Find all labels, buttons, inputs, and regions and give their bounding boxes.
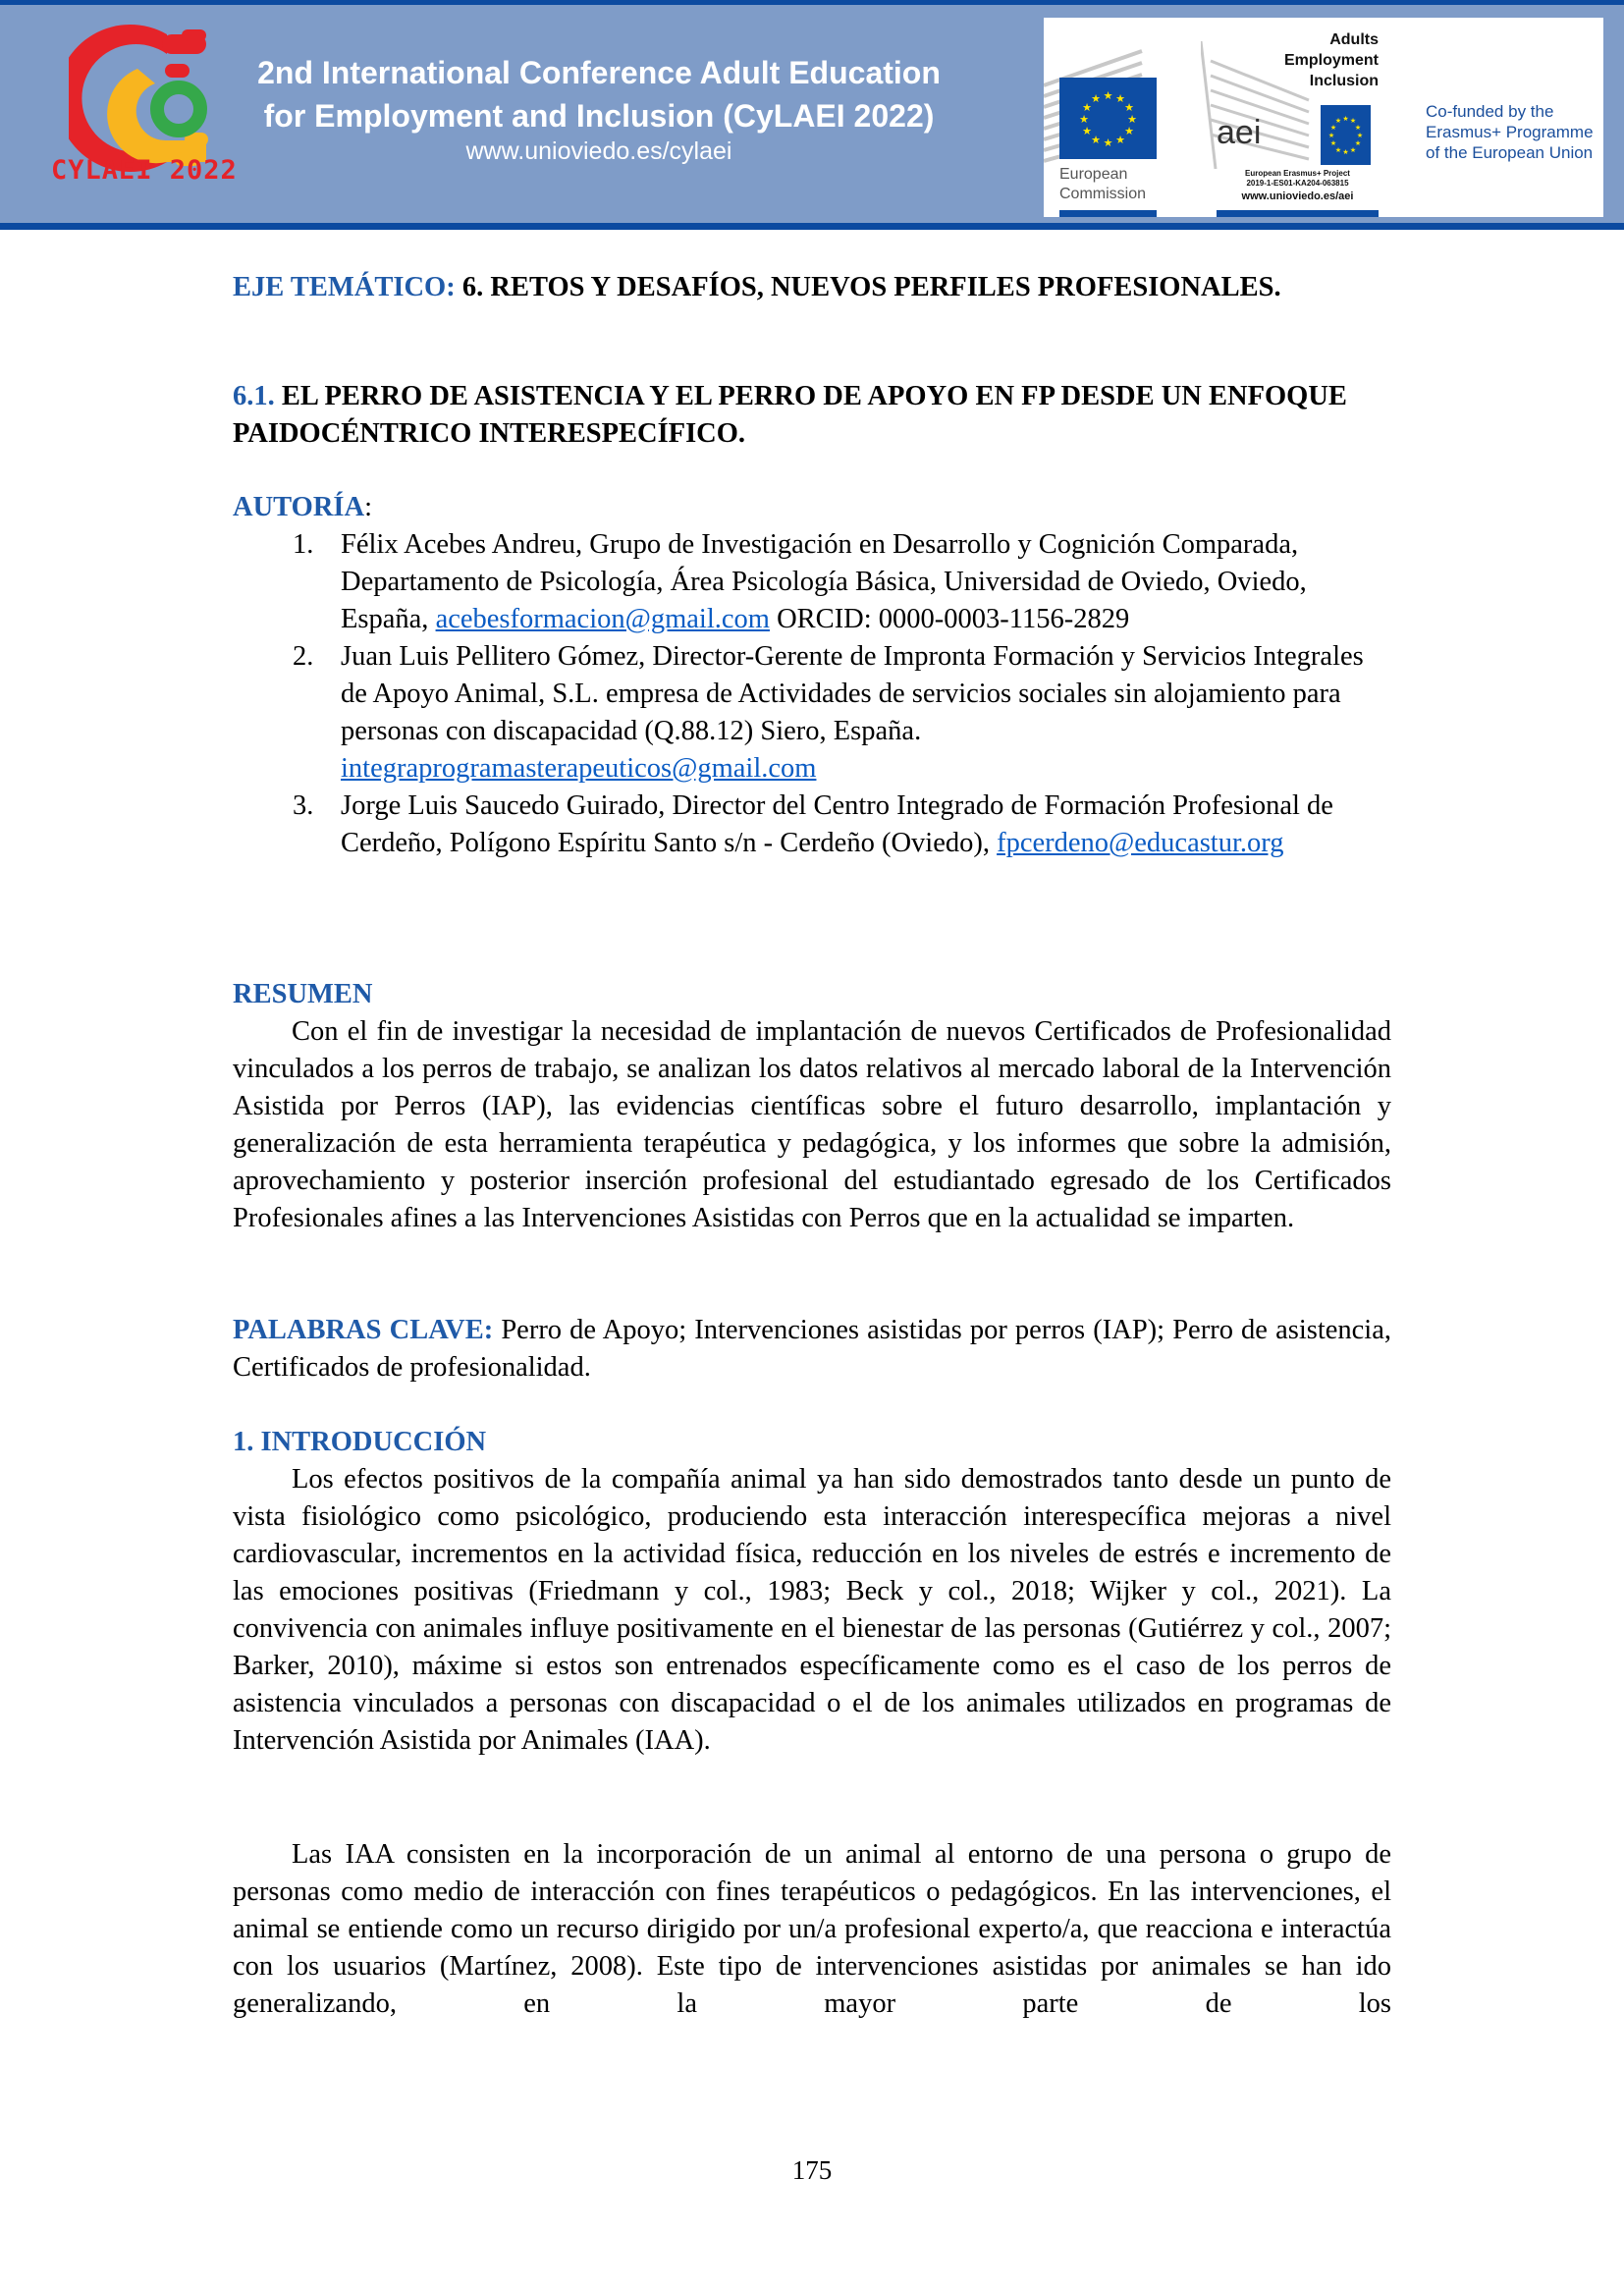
aei-blue-bar bbox=[1217, 210, 1379, 217]
aei-title-line3: Inclusion bbox=[1309, 73, 1379, 89]
ec-blue-bar bbox=[1059, 210, 1157, 217]
header-bottom-strip bbox=[0, 223, 1624, 230]
european-commission-label bbox=[1059, 165, 1146, 204]
author-email-link[interactable]: acebesformacion@gmail.com bbox=[435, 604, 770, 634]
author-number: 1. bbox=[293, 529, 314, 560]
svg-text:★: ★ bbox=[1082, 125, 1092, 137]
author-orcid: ORCID: 0000-0003-1156-2829 bbox=[769, 604, 1130, 634]
project-line1: European Erasmus+ Project bbox=[1245, 169, 1350, 178]
svg-text:★: ★ bbox=[1354, 124, 1362, 132]
svg-text:★: ★ bbox=[1334, 146, 1342, 154]
abstract-paragraph: Con el fin de investigar la necesidad de implantación de nuevos Certificados de Profesionalidad vinculados a los perros de trabajo, se analizan los datos relativos al mercado laboral de la Intervención Asistida por Perros (IAP), las evidencias científicas sobre el futuro desarrollo, implantación y generalización de esta herramienta terapéutica y pedagógica, y los informes que sobre la admisión, aprovechamiento y posterior inserción profesional del estudiantado egresado de los Certificados Profesionales afines a las Intervenciones Asistidas con Perros que en la actualidad se imparten. bbox=[233, 1016, 1391, 1233]
thematic-axis-text: 6. RETOS Y DESAFÍOS, NUEVOS PERFILES PROFESIONALES. bbox=[455, 272, 1281, 302]
paper-title bbox=[233, 378, 1391, 453]
conference-url[interactable]: www.unioviedo.es/cylaei bbox=[465, 137, 732, 165]
cofund-line3: of the European Union bbox=[1426, 143, 1594, 162]
svg-text:★: ★ bbox=[1327, 132, 1335, 139]
author-number: 2. bbox=[293, 641, 314, 672]
authors-label: AUTORÍA bbox=[233, 492, 365, 522]
author-item bbox=[233, 526, 1391, 638]
conference-title-line1: 2nd International Conference Adult Education bbox=[257, 55, 941, 90]
svg-text:★: ★ bbox=[1127, 113, 1137, 126]
paper-title-text: EL PERRO DE ASISTENCIA Y EL PERRO DE APOYO EN FP DESDE UN ENFOQUE PAIDOCÉNTRICO INTERESPECÍFICO. bbox=[233, 381, 1347, 449]
author-email-link[interactable]: fpcerdeno@educastur.org bbox=[997, 828, 1284, 858]
svg-text:★: ★ bbox=[1103, 136, 1113, 149]
svg-text:★: ★ bbox=[1334, 117, 1342, 125]
svg-text:★: ★ bbox=[1091, 92, 1101, 105]
svg-text:★: ★ bbox=[1356, 132, 1364, 139]
authors-colon: : bbox=[364, 492, 373, 522]
svg-text:★: ★ bbox=[1124, 125, 1134, 137]
authors-list bbox=[233, 526, 1391, 862]
svg-text:★: ★ bbox=[1115, 92, 1125, 105]
keywords-label: PALABRAS CLAVE: bbox=[233, 1315, 494, 1345]
aei-title-line2: Employment bbox=[1283, 52, 1379, 69]
introduction-heading: 1. INTRODUCCIÓN bbox=[233, 1427, 487, 1457]
author-number: 3. bbox=[293, 790, 314, 821]
eu-flag-icon bbox=[1059, 78, 1157, 159]
author-item bbox=[233, 788, 1391, 862]
author-affiliation: Jorge Luis Saucedo Guirado, Director del Centro Integrado de Formación Profesional de Cerdeño, Polígono Espíritu Santo s/n - Cerdeño (Oviedo), bbox=[341, 790, 1333, 858]
cofunded-erasmus-label bbox=[1426, 101, 1594, 163]
keywords-text: Perro de Apoyo; Intervenciones asistidas por perros (IAP); Perro de asistencia, Certificados de profesionalidad. bbox=[233, 1315, 1391, 1383]
svg-text:★: ★ bbox=[1342, 148, 1349, 156]
aei-url[interactable]: www.unioviedo.es/aei bbox=[1241, 190, 1354, 202]
keywords bbox=[233, 1312, 1391, 1387]
sponsor-logos-panel bbox=[1044, 18, 1603, 217]
svg-text:★: ★ bbox=[1103, 89, 1113, 102]
aei-title-line1: Adults bbox=[1329, 31, 1379, 48]
svg-text:★: ★ bbox=[1349, 146, 1357, 154]
svg-text:★: ★ bbox=[1082, 101, 1092, 114]
svg-text:★: ★ bbox=[1349, 117, 1357, 125]
svg-text:★: ★ bbox=[1329, 139, 1337, 147]
svg-text:★: ★ bbox=[1115, 134, 1125, 146]
author-email-link[interactable]: integraprogramasterapeuticos@gmail.com bbox=[341, 753, 817, 784]
svg-text:★: ★ bbox=[1091, 134, 1101, 146]
conference-title-line2: for Employment and Inclusion (CyLAEI 2022) bbox=[263, 98, 935, 134]
aei-logo-text: aei bbox=[1217, 114, 1262, 151]
header-top-strip bbox=[0, 0, 1624, 5]
aei-title bbox=[1217, 29, 1379, 91]
abstract-heading: RESUMEN bbox=[233, 979, 373, 1009]
page-number: 175 bbox=[791, 2155, 833, 2185]
svg-text:★: ★ bbox=[1079, 113, 1089, 126]
ec-label-line2: Commission bbox=[1059, 186, 1147, 202]
svg-text:★: ★ bbox=[1329, 124, 1337, 132]
author-affiliation: Félix Acebes Andreu, Grupo de Investigación en Desarrollo y Cognición Comparada, Departamento de Psicología, Área Psicología Básica, Universidad de Oviedo, Oviedo, España, bbox=[341, 529, 1307, 634]
svg-text:★: ★ bbox=[1124, 101, 1134, 114]
author-affiliation: Juan Luis Pellitero Gómez, Director-Gerente de Impronta Formación y Servicios Integrales de Apoyo Animal, S.L. empresa de Actividades de servicios sociales sin alojamiento para personas con discapacidad (Q.88.12) Siero, España. bbox=[341, 641, 1364, 746]
logo-wordmark: CYLAEI 2022 bbox=[51, 155, 238, 186]
erasmus-eu-flag-icon bbox=[1321, 105, 1371, 165]
thematic-axis-label: EJE TEMÁTICO: bbox=[233, 272, 456, 302]
svg-text:★: ★ bbox=[1354, 139, 1362, 147]
ec-label-line1: European bbox=[1059, 166, 1128, 183]
conference-header-banner bbox=[0, 0, 1624, 230]
svg-text:★: ★ bbox=[1342, 115, 1349, 123]
cofund-line1: Co-funded by the bbox=[1426, 102, 1554, 121]
conference-title bbox=[226, 51, 972, 137]
thematic-axis-heading bbox=[233, 269, 1391, 306]
author-item bbox=[233, 638, 1391, 788]
paper-title-number: 6.1. bbox=[233, 381, 275, 411]
erasmus-project-label bbox=[1217, 169, 1379, 189]
authors-heading bbox=[233, 489, 1391, 526]
project-code: 2019-1-ES01-KA204-063815 bbox=[1246, 179, 1349, 188]
cofund-line2: Erasmus+ Programme bbox=[1426, 123, 1594, 141]
introduction-paragraph-1: Los efectos positivos de la compañía animal ya han sido demostrados tanto desde un punto de vista fisiológico como psicológico, produciendo esta interacción interespecífica mejoras a nivel cardiovascular, incrementos en la actividad física, reducción en los niveles de estrés e incremento de las emociones positivas (Friedmann y col., 1983; Beck y col., 2018; Wijker y col., 2021). La convivencia con animales influye positivamente en el bienestar de las personas (Gutiérrez y col., 2007; Barker, 2010), máxime si estos son entrenados específicamente como es el caso de los perros de asistencia vinculados a personas con discapacidad o el de los animales utilizados en programas de Intervención Asistida por Animales (IAA). bbox=[233, 1464, 1391, 1756]
introduction-paragraph-2: Las IAA consisten en la incorporación de un animal al entorno de una persona o grupo de personas como medio de interacción con fines terapéuticos o pedagógicos. En las intervenciones, el animal se entiende como un recurso dirigido por un/a profesional experto/a, que reacciona e interactúa con los usuarios (Martínez, 2008). Este tipo de intervenciones asistidas por animales se han ido generalizando, en la mayor parte de los bbox=[233, 1839, 1391, 2019]
